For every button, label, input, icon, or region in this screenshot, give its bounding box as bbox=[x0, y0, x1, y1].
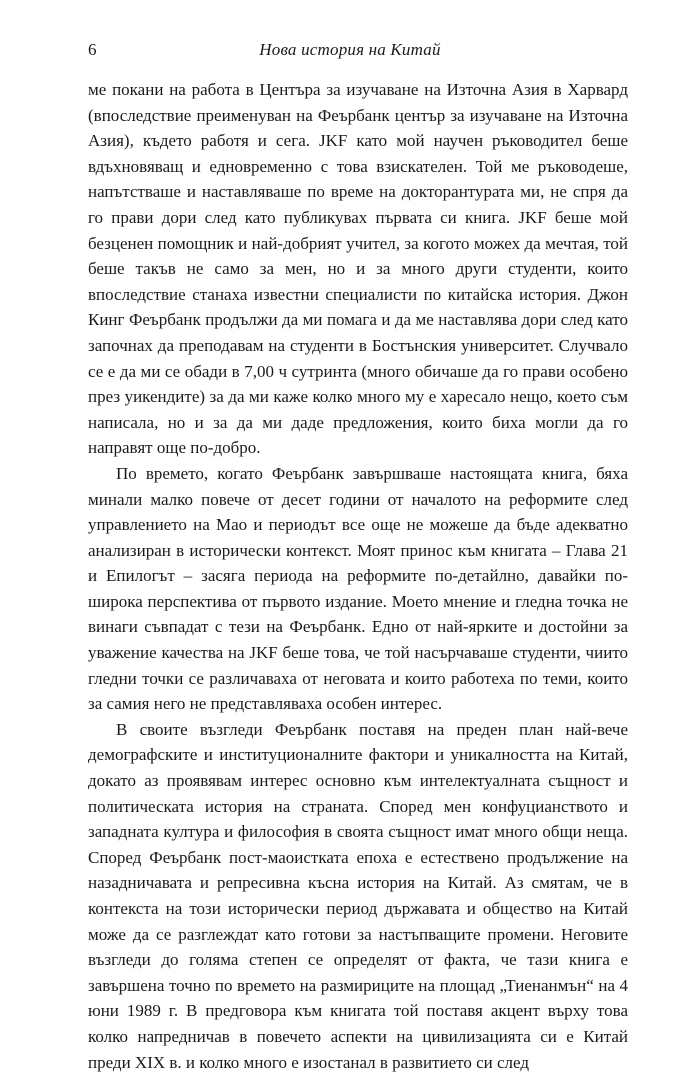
body-text bbox=[88, 77, 628, 1075]
paragraph: По времето, когато Феърбанк завършваше настоящата книга, бяха минали малко повече от десет години от началото на реформите след управлението на Мао и периодът все още не можеше да бъде адекватно анализиран в исторически контекст. Моят принос към книгата – Глава 21 и Епилогът – засяга периода на реформите по-детайлно, давайки по-широка перспектива от първото издание. Моето мнение и гледна точка не винаги съвпадат с тези на Феърбанк. Едно от най-ярките и достойни за уважение качества на JKF беше това, че той насърчаваше студенти, чиито гледни точки се различаваха от неговата и които работеха по теми, които за самия него не представляваха особен интерес. bbox=[88, 463, 628, 714]
paragraph: В своите възгледи Феърбанк поставя на преден план най-вече демографските и институционалните фактори и уникалността на Китай, докато аз проявявам интерес основно към интелектуалната същност и политическата история на страната. Според мен конфуцианството и западната култура и философия в своята същност имат много общи неща. Според Феърбанк пост-маоистката епоха е естествено продължение на назадничавата и репресивна късна история на Китай. Аз смятам, че в контекста на този исторически период държавата и общество на Китай може да се разглеждат като готови за настъпващите промени. Неговите възгледи до голяма степен се определят от факта, че тази книга е завършена точно по времето на размириците на площад „Тиенанмън“ на 4 юни 1989 г. В предговора към книгата той поставя акцент върху това колко напредничав в повечето аспекти на цивилизацията си е Китай преди XIX в. и колко много е изостанал в развитието си след bbox=[88, 719, 628, 1072]
page-number: 6 bbox=[88, 40, 97, 59]
running-head-title: Нова история на Китай bbox=[259, 40, 441, 59]
paragraph-continued: ме покани на работа в Центъра за изучаване на Източна Азия в Харвард (впоследствие преименуван на Феърбанк център за изучаване на Източна Азия), където работя и сега. JKF като мой научен ръководител беше вдъхновяващ и едновременно с това взискателен. Той ме ръководеше, напътстваше и наставляваше по време на докторантурата ми, не спря да го прави дори след като публикувах първата си книга. JKF беше мой безценен помощник и най-добрият учител, за когото можех да мечтая, той беше такъв не само за мен, но и за много други студенти, които впоследствие станаха известни специалисти по китайска история. Джон Кинг Феърбанк продължи да ми помага и да ме наставлява дори след като започнах да преподавам на студенти в Бостънския университет. Случвало се е да ми се обади в 7,00 ч сутринта (много обичаше да го прави особено през уикендите) за да ми каже колко много му е харесало нещо, което съм написала, но и за да ми даде предложения, които биха могли да го направят още по-добро. bbox=[88, 80, 628, 458]
